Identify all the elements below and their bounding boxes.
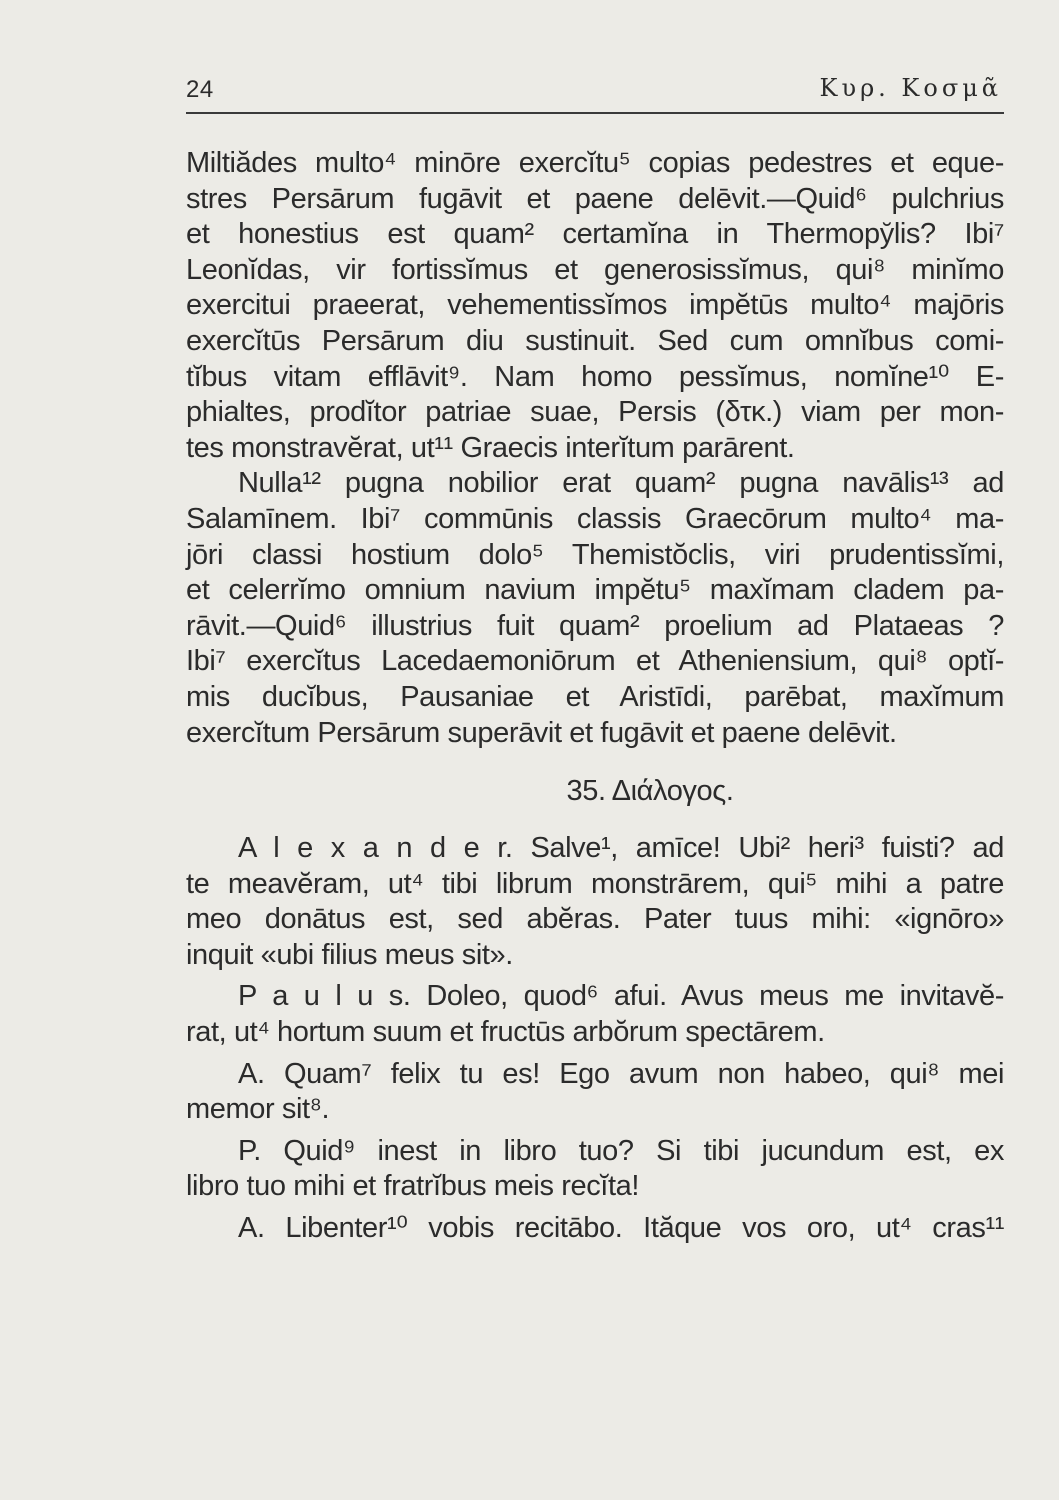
dialogue-paulus-2 <box>186 1134 1004 1205</box>
text-line: tĭbus vitam efflāvit⁹. Nam homo pessĭmus, nomĭne¹⁰ E- <box>186 360 1004 393</box>
text-line: Nulla¹² pugna nobilior erat quam² pugna navālis¹³ ad <box>238 467 1004 500</box>
page-header <box>186 74 1002 110</box>
section-title: 35. Διάλογος. <box>566 775 734 808</box>
text-line: et honestius est quam² certamĭna in Thermopy̆lis? Ibi⁷ <box>186 218 1004 251</box>
text-line: A. Quam⁷ felix tu es! Ego avum non habeo, qui⁸ mei <box>238 1057 1004 1090</box>
dialogue-paulus-1 <box>186 979 1004 1050</box>
text-line: P a u l u s. Doleo, quod⁶ afui. Avus meus me invitavĕ- <box>238 980 1004 1013</box>
header-rule <box>186 112 1004 114</box>
page-text <box>186 146 1004 1247</box>
text-line: stres Persārum fugāvit et paene delēvit.—Quid⁶ pulchrius <box>186 182 1004 215</box>
text-line: exercĭtūs Persārum diu sustinuit. Sed cum omnĭbus comi- <box>186 324 1004 357</box>
page-number: 24 <box>186 76 214 103</box>
text-line: exercitui praeerat, vehementissĭmos impĕtūs multo⁴ majōris <box>186 289 1004 322</box>
text-line: rat, ut⁴ hortum suum et fructūs arbŏrum spectārem. <box>186 1016 825 1049</box>
text-line: phialtes, prodĭtor patriae suae, Persis (δτκ.) viam per mon- <box>186 396 1004 429</box>
text-line: jōri classi hostium dolo⁵ Themistŏclis, viri prudentissĭmi, <box>186 538 1004 571</box>
text-line: libro tuo mihi et fratrĭbus meis recĭta! <box>186 1170 639 1203</box>
text-line: memor sit⁸. <box>186 1093 330 1126</box>
text-line: exercĭtum Persārum superāvit et fugāvit et paene delēvit. <box>186 716 897 749</box>
text-line: te meavĕram, ut⁴ tibi librum monstrārem, qui⁵ mihi a patre <box>186 867 1004 900</box>
running-head: Κυρ. Κοσμᾶ <box>819 74 1002 102</box>
text-line: mis ducĭbus, Pausaniae et Aristīdi, parēbat, maxĭmum <box>186 680 1004 713</box>
dialogue-alexander-3 <box>186 1211 1004 1247</box>
text-line: rāvit.—Quid⁶ illustrius fuit quam² proelium ad Plataeas ? <box>186 609 1004 642</box>
text-line: A. Libenter¹⁰ vobis recitābo. Ităque vos oro, ut⁴ cras¹¹ <box>238 1212 1004 1245</box>
text-line: A l e x a n d e r. Salve¹, amīce! Ubi² heri³ fuisti? ad <box>238 832 1004 865</box>
text-line: tes monstravĕrat, ut¹¹ Graecis interĭtum parārent. <box>186 431 795 464</box>
dialogue-alexander-2 <box>186 1057 1004 1128</box>
paragraph-1 <box>186 146 1004 466</box>
text-line: P. Quid⁹ inest in libro tuo? Si tibi jucundum est, ex <box>238 1134 1004 1167</box>
text-line: Leonĭdas, vir fortissĭmus et generosissĭmus, qui⁸ minĭmo <box>186 253 1004 286</box>
paragraph-2 <box>186 466 1004 751</box>
text-line: Miltiădes multo⁴ minōre exercĭtu⁵ copias pedestres et eque- <box>186 147 1004 179</box>
dialogue-alexander-1 <box>186 831 1004 973</box>
text-line: inquit «ubi filius meus sit». <box>186 938 513 971</box>
text-line: Salamīnem. Ibi⁷ commūnis classis Graecōrum multo⁴ ma- <box>186 502 1004 535</box>
text-line: meo donātus est, sed abĕras. Pater tuus mihi: «ignōro» <box>186 903 1004 936</box>
text-line: Ibi⁷ exercĭtus Lacedaemoniōrum et Atheniensium, qui⁸ optĭ- <box>186 645 1004 678</box>
text-line: et celerrĭmo omnium navium impĕtu⁵ maxĭmam cladem pa- <box>186 574 1004 607</box>
